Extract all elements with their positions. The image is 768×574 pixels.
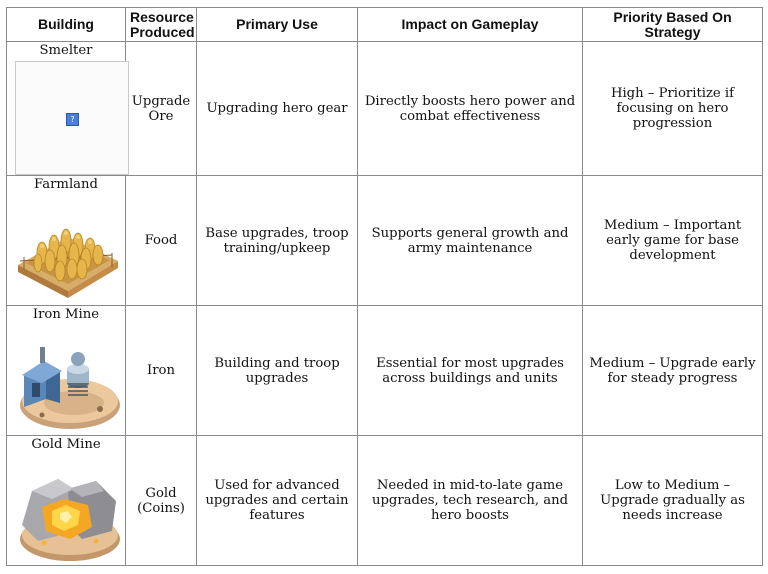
resource-cell: Gold (Coins)	[126, 436, 197, 566]
priority-cell: Low to Medium – Upgrade gradually as needs increase	[583, 436, 763, 566]
building-name: Iron Mine	[32, 307, 100, 322]
primary-use-cell: Used for advanced upgrades and certain features	[197, 436, 358, 566]
broken-image-icon	[15, 61, 129, 175]
primary-use-cell: Building and troop upgrades	[197, 306, 358, 436]
header-primary-use: Primary Use	[197, 8, 358, 42]
priority-cell: High – Prioritize if focusing on hero progression	[583, 42, 763, 176]
table-row	[7, 42, 763, 176]
primary-use-cell: Upgrading hero gear	[197, 42, 358, 176]
broken-image-glyph: ?	[66, 113, 79, 126]
building-name: Smelter	[39, 43, 93, 58]
impact-cell: Needed in mid-to-late game upgrades, tech research, and hero boosts	[358, 436, 583, 566]
building-cell	[7, 42, 126, 176]
table-row	[7, 436, 763, 566]
resource-cell: Upgrade Ore	[126, 42, 197, 176]
impact-cell: Directly boosts hero power and combat effectiveness	[358, 42, 583, 176]
impact-cell: Essential for most upgrades across buildings and units	[358, 306, 583, 436]
primary-use-cell: Base upgrades, troop training/upkeep	[197, 176, 358, 306]
header-priority: Priority Based On Strategy	[583, 8, 763, 42]
table-row	[7, 176, 763, 306]
priority-cell: Medium – Upgrade early for steady progress	[583, 306, 763, 436]
strategy-table	[6, 7, 763, 566]
header-building: Building	[7, 8, 126, 42]
building-cell	[7, 176, 126, 306]
resource-cell: Iron	[126, 306, 197, 436]
table-row	[7, 306, 763, 436]
header-impact-on-gameplay: Impact on Gameplay	[358, 8, 583, 42]
building-cell	[7, 306, 126, 436]
farmland-icon	[12, 195, 124, 305]
building-cell	[7, 436, 126, 566]
building-name: Farmland	[34, 177, 98, 192]
iron-mine-icon	[12, 325, 124, 435]
resource-cell: Food	[126, 176, 197, 306]
header-resource-produced: Resource Produced	[126, 8, 197, 42]
building-name: Gold Mine	[31, 437, 101, 452]
header-row	[7, 8, 763, 42]
priority-cell: Medium – Important early game for base development	[583, 176, 763, 306]
gold-mine-icon	[12, 455, 124, 565]
impact-cell: Supports general growth and army maintenance	[358, 176, 583, 306]
